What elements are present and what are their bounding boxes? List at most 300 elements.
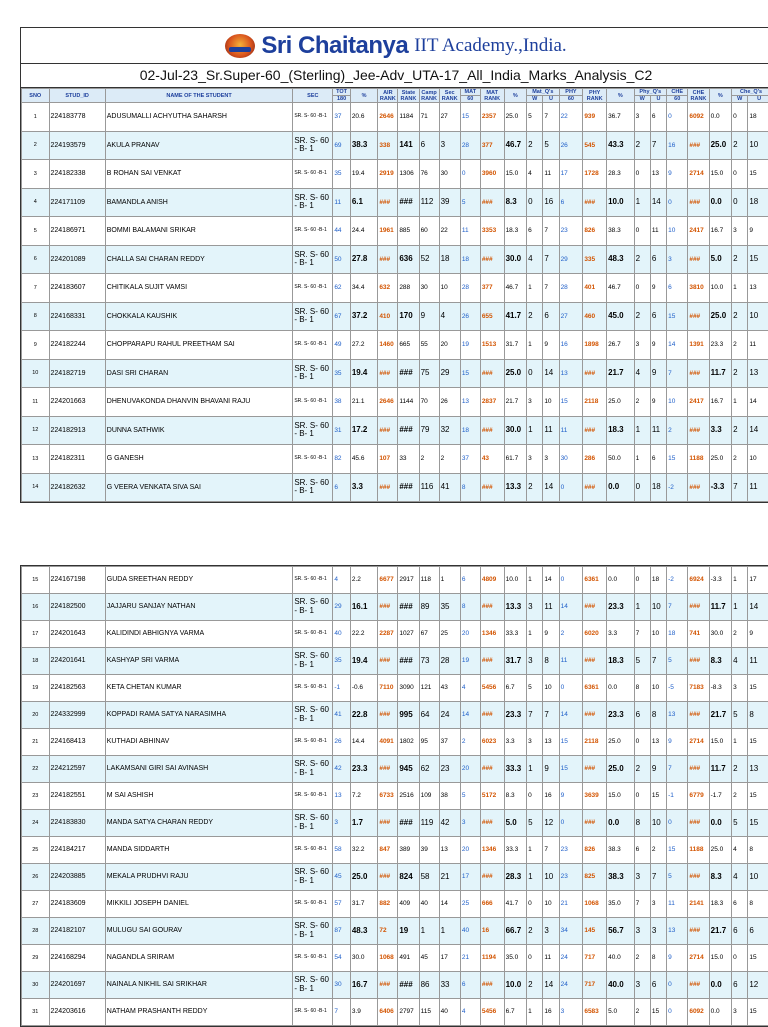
- cell-name: MEKALA PRUDHVI RAJU: [105, 864, 293, 891]
- cell-sec: SR. S- 60 - B- 1: [293, 416, 333, 445]
- cell-sec-rank: 13: [439, 837, 460, 864]
- cell-phy: 16: [559, 331, 583, 360]
- cell-mat-w: 2: [527, 473, 543, 502]
- cell-phy-pct: 25.0: [607, 729, 635, 756]
- cell-che-u: 15: [748, 245, 768, 274]
- cell-che-pct: 16.7: [709, 217, 732, 246]
- cell-che-rank: ###: [688, 756, 709, 783]
- cell-che-pct: 3.3: [709, 416, 732, 445]
- cell-phy-pct: 43.3: [607, 131, 635, 160]
- cell-phy-u: 10: [650, 810, 666, 837]
- cell-phy-rank: 2118: [583, 729, 607, 756]
- cell-che-w: 3: [732, 217, 748, 246]
- cell-camp-rank: 89: [419, 594, 439, 621]
- cell-phy-pct: 48.3: [607, 245, 635, 274]
- cell-che-u: 9: [748, 217, 768, 246]
- col-mat-q: Mat_Q's: [527, 89, 560, 96]
- cell-mat-pct: 28.3: [504, 864, 527, 891]
- cell-tot: 35: [333, 359, 351, 388]
- cell-air-rank: 338: [378, 131, 398, 160]
- col-name: NAME OF THE STUDENT: [105, 89, 293, 103]
- cell-tot: 69: [333, 131, 351, 160]
- cell-sec-rank: 39: [439, 188, 460, 217]
- cell-che-pct: 11.7: [709, 756, 732, 783]
- cell-name: LAKAMSANI GIRI SAI AVINASH: [105, 756, 293, 783]
- cell-mat-rank: 666: [480, 891, 504, 918]
- cell-state-rank: 636: [398, 245, 419, 274]
- cell-air-rank: ###: [378, 810, 398, 837]
- col-che: CHE: [667, 89, 688, 96]
- cell-air-rank: 6733: [378, 783, 398, 810]
- cell-pct: 1.7: [350, 810, 378, 837]
- cell-phy: 34: [559, 918, 583, 945]
- table-row: [22, 473, 768, 502]
- cell-phy-w: 1: [634, 445, 650, 474]
- cell-mat: 19: [460, 648, 480, 675]
- cell-mat-u: 7: [543, 702, 559, 729]
- cell-mat-u: 12: [543, 810, 559, 837]
- cell-che: 0: [667, 810, 688, 837]
- cell-state-rank: 665: [398, 331, 419, 360]
- cell-che: 7: [667, 359, 688, 388]
- cell-mat: 19: [460, 331, 480, 360]
- cell-air-rank: 1068: [378, 945, 398, 972]
- cell-che: 15: [667, 445, 688, 474]
- cell-phy-pct: 25.0: [607, 756, 635, 783]
- cell-mat-u: 7: [543, 837, 559, 864]
- cell-phy-pct: 23.3: [607, 702, 635, 729]
- cell-state-rank: 3090: [398, 675, 419, 702]
- col-che-q: Che_Q's: [732, 89, 768, 96]
- cell-sec-rank: 37: [439, 729, 460, 756]
- cell-air-rank: ###: [378, 756, 398, 783]
- cell-che-u: 14: [748, 388, 768, 417]
- cell-sec-rank: 23: [439, 756, 460, 783]
- cell-mat-u: 6: [543, 302, 559, 331]
- cell-mat-u: 7: [543, 274, 559, 303]
- cell-mat-rank: 2837: [480, 388, 504, 417]
- cell-stud-id: 224182107: [49, 918, 105, 945]
- cell-che-w: 1: [732, 729, 748, 756]
- cell-che-pct: 0.0: [709, 999, 732, 1026]
- cell-mat-rank: ###: [480, 756, 504, 783]
- cell-air-rank: ###: [378, 594, 398, 621]
- cell-air-rank: 410: [378, 302, 398, 331]
- cell-sec: SR. S- 60 -B-1: [293, 217, 333, 246]
- cell-phy-w: 1: [634, 416, 650, 445]
- cell-mat-pct: 21.7: [504, 388, 527, 417]
- cell-phy: 14: [559, 594, 583, 621]
- cell-che-pct: 25.0: [709, 131, 732, 160]
- cell-pct: -0.6: [350, 675, 378, 702]
- cell-che-pct: -3.3: [709, 473, 732, 502]
- cell-mat: 11: [460, 217, 480, 246]
- cell-state-rank: 995: [398, 702, 419, 729]
- table-row: [22, 999, 768, 1026]
- cell-sno: 29: [22, 945, 50, 972]
- cell-tot: 87: [333, 918, 351, 945]
- cell-camp-rank: 116: [419, 473, 439, 502]
- col-mat-u: U: [543, 96, 559, 103]
- cell-sec-rank: 3: [439, 131, 460, 160]
- cell-phy: 29: [559, 245, 583, 274]
- cell-phy-pct: 50.0: [607, 445, 635, 474]
- cell-phy-rank: 826: [583, 217, 607, 246]
- cell-phy-rank: 3639: [583, 783, 607, 810]
- cell-pct: 23.3: [350, 756, 378, 783]
- cell-phy-u: 9: [650, 388, 666, 417]
- cell-phy-w: 4: [634, 359, 650, 388]
- cell-che-pct: -1.7: [709, 783, 732, 810]
- cell-mat-u: 16: [543, 188, 559, 217]
- cell-phy-pct: 36.7: [607, 103, 635, 132]
- cell-sec-rank: 43: [439, 675, 460, 702]
- cell-air-rank: 6677: [378, 567, 398, 594]
- cell-air-rank: 2646: [378, 388, 398, 417]
- cell-phy-u: 10: [650, 621, 666, 648]
- cell-che: 11: [667, 891, 688, 918]
- cell-phy: 15: [559, 729, 583, 756]
- cell-che-u: 11: [748, 648, 768, 675]
- cell-sec: SR. S- 60 - B- 1: [293, 473, 333, 502]
- cell-mat-pct: 46.7: [504, 274, 527, 303]
- cell-mat: 0: [460, 160, 480, 189]
- cell-name: B ROHAN SAI VENKAT: [105, 160, 293, 189]
- cell-state-rank: 19: [398, 918, 419, 945]
- cell-che-u: 14: [748, 594, 768, 621]
- cell-sec-rank: 2: [439, 445, 460, 474]
- cell-phy-w: 2: [634, 756, 650, 783]
- cell-che-u: 15: [748, 160, 768, 189]
- col-mat-max: 60: [460, 96, 480, 103]
- cell-tot: 49: [333, 331, 351, 360]
- cell-phy: 27: [559, 302, 583, 331]
- cell-che-w: 6: [732, 972, 748, 999]
- cell-phy: 6: [559, 188, 583, 217]
- cell-state-rank: 170: [398, 302, 419, 331]
- cell-sec: SR. S- 60 -B-1: [293, 388, 333, 417]
- cell-state-rank: 288: [398, 274, 419, 303]
- cell-phy: 0: [559, 473, 583, 502]
- table-row: [22, 729, 768, 756]
- table-row: [22, 810, 768, 837]
- cell-che-rank: ###: [688, 188, 709, 217]
- cell-che: 0: [667, 188, 688, 217]
- cell-sno: 13: [22, 445, 50, 474]
- cell-phy-w: 2: [634, 388, 650, 417]
- cell-phy-rank: 6361: [583, 567, 607, 594]
- cell-sec-rank: 27: [439, 103, 460, 132]
- cell-mat-pct: 8.3: [504, 188, 527, 217]
- cell-che-w: 6: [732, 918, 748, 945]
- cell-che-pct: 16.7: [709, 388, 732, 417]
- cell-sec: SR. S- 60 - B- 1: [293, 702, 333, 729]
- cell-mat-rank: 4809: [480, 567, 504, 594]
- cell-mat: 20: [460, 621, 480, 648]
- cell-state-rank: 409: [398, 891, 419, 918]
- cell-tot: -1: [333, 675, 351, 702]
- cell-mat-u: 13: [543, 729, 559, 756]
- table-row: [22, 245, 768, 274]
- cell-state-rank: 141: [398, 131, 419, 160]
- cell-che-pct: 30.0: [709, 621, 732, 648]
- cell-state-rank: 491: [398, 945, 419, 972]
- cell-phy-u: 3: [650, 891, 666, 918]
- cell-mat-pct: 3.3: [504, 729, 527, 756]
- cell-che-w: 2: [732, 302, 748, 331]
- cell-sno: 17: [22, 621, 50, 648]
- cell-che: 3: [667, 245, 688, 274]
- cell-mat: 18: [460, 245, 480, 274]
- brand-name: Sri Chaitanya: [261, 32, 408, 60]
- cell-tot: 7: [333, 999, 351, 1026]
- cell-che: 0: [667, 999, 688, 1026]
- cell-sec-rank: 24: [439, 702, 460, 729]
- cell-sec: SR. S- 60 - B- 1: [293, 302, 333, 331]
- cell-sec-rank: 41: [439, 473, 460, 502]
- cell-pct: 38.3: [350, 131, 378, 160]
- cell-mat-w: 1: [527, 621, 543, 648]
- cell-tot: 29: [333, 594, 351, 621]
- table-row: [22, 918, 768, 945]
- cell-che-rank: ###: [688, 864, 709, 891]
- cell-phy-u: 9: [650, 756, 666, 783]
- col-che-max: 60: [667, 96, 688, 103]
- cell-che-rank: 1391: [688, 331, 709, 360]
- cell-sno: 24: [22, 810, 50, 837]
- cell-phy-rank: 825: [583, 864, 607, 891]
- cell-sno: 14: [22, 473, 50, 502]
- cell-state-rank: 1306: [398, 160, 419, 189]
- cell-che-pct: 25.0: [709, 837, 732, 864]
- cell-mat-u: 11: [543, 594, 559, 621]
- table-row: [22, 188, 768, 217]
- table-row: [22, 594, 768, 621]
- cell-mat-u: 9: [543, 621, 559, 648]
- cell-mat-w: 0: [527, 783, 543, 810]
- cell-sec-rank: 14: [439, 891, 460, 918]
- cell-mat-rank: ###: [480, 188, 504, 217]
- cell-che-u: 8: [748, 837, 768, 864]
- cell-mat-pct: 10.0: [504, 972, 527, 999]
- cell-sec: SR. S- 60 -B-1: [293, 621, 333, 648]
- cell-phy-rank: 286: [583, 445, 607, 474]
- col-phy-w: W: [634, 96, 650, 103]
- cell-che-u: 10: [748, 302, 768, 331]
- cell-phy-rank: ###: [583, 594, 607, 621]
- cell-che-u: 15: [748, 675, 768, 702]
- cell-phy-w: 2: [634, 999, 650, 1026]
- cell-phy-pct: 26.7: [607, 331, 635, 360]
- cell-phy-rank: 145: [583, 918, 607, 945]
- cell-phy-rank: 401: [583, 274, 607, 303]
- cell-phy-u: 9: [650, 359, 666, 388]
- cell-air-rank: 1460: [378, 331, 398, 360]
- institute-logo-icon: [225, 34, 255, 58]
- col-phy-q: Phy_Q's: [634, 89, 667, 96]
- cell-phy-u: 11: [650, 416, 666, 445]
- cell-stud-id: 224182913: [49, 416, 105, 445]
- cell-mat-u: 11: [543, 160, 559, 189]
- cell-sec: SR. S- 60 -B-1: [293, 729, 333, 756]
- cell-mat-w: 0: [527, 188, 543, 217]
- table-row: [22, 891, 768, 918]
- cell-sno: 26: [22, 864, 50, 891]
- cell-camp-rank: 30: [419, 274, 439, 303]
- cell-phy-u: 15: [650, 783, 666, 810]
- cell-che-u: 13: [748, 359, 768, 388]
- cell-mat-u: 7: [543, 103, 559, 132]
- cell-camp-rank: 75: [419, 359, 439, 388]
- cell-sec-rank: 18: [439, 245, 460, 274]
- cell-phy-pct: 28.3: [607, 160, 635, 189]
- cell-tot: 6: [333, 473, 351, 502]
- cell-sno: 3: [22, 160, 50, 189]
- cell-che-rank: ###: [688, 416, 709, 445]
- cell-che-w: 0: [732, 945, 748, 972]
- cell-phy-w: 1: [634, 188, 650, 217]
- cell-phy-rank: 6020: [583, 621, 607, 648]
- cell-che-u: 15: [748, 783, 768, 810]
- cell-phy-pct: 0.0: [607, 473, 635, 502]
- col-camp: Camp RANK: [419, 89, 439, 103]
- cell-che-rank: ###: [688, 359, 709, 388]
- cell-sno: 12: [22, 416, 50, 445]
- cell-sec-rank: 22: [439, 217, 460, 246]
- cell-name: DHENUVAKONDA DHANVIN BHAVANI RAJU: [105, 388, 293, 417]
- cell-che-rank: 6092: [688, 103, 709, 132]
- cell-mat-pct: 13.3: [504, 594, 527, 621]
- cell-camp-rank: 71: [419, 103, 439, 132]
- cell-sec-rank: 4: [439, 302, 460, 331]
- cell-pct: 45.6: [350, 445, 378, 474]
- table-row: [22, 416, 768, 445]
- cell-phy: 14: [559, 702, 583, 729]
- cell-che-rank: ###: [688, 302, 709, 331]
- cell-mat-pct: 33.3: [504, 621, 527, 648]
- cell-phy-u: 9: [650, 331, 666, 360]
- cell-stud-id: 224201089: [49, 245, 105, 274]
- cell-phy-w: 0: [634, 217, 650, 246]
- cell-mat-rank: 3960: [480, 160, 504, 189]
- cell-che-u: 10: [748, 445, 768, 474]
- cell-mat-pct: 33.3: [504, 837, 527, 864]
- cell-mat-u: 14: [543, 567, 559, 594]
- cell-phy-rank: 826: [583, 837, 607, 864]
- cell-mat-u: 14: [543, 473, 559, 502]
- cell-phy-pct: 21.7: [607, 359, 635, 388]
- cell-phy-u: 6: [650, 302, 666, 331]
- cell-mat-rank: ###: [480, 648, 504, 675]
- cell-che-pct: 5.0: [709, 245, 732, 274]
- cell-sno: 4: [22, 188, 50, 217]
- cell-stud-id: 224182244: [49, 331, 105, 360]
- cell-stud-id: 224212597: [49, 756, 105, 783]
- cell-sno: 22: [22, 756, 50, 783]
- cell-air-rank: 632: [378, 274, 398, 303]
- marks-sheet-page-2: [20, 565, 768, 1027]
- cell-tot: 26: [333, 729, 351, 756]
- cell-camp-rank: 55: [419, 331, 439, 360]
- col-che-u: U: [748, 96, 768, 103]
- cell-phy-w: 2: [634, 302, 650, 331]
- cell-sno: 2: [22, 131, 50, 160]
- cell-phy-pct: 38.3: [607, 864, 635, 891]
- cell-pct: 24.4: [350, 217, 378, 246]
- cell-mat-rank: ###: [480, 359, 504, 388]
- cell-phy-pct: 0.0: [607, 810, 635, 837]
- cell-phy-w: 0: [634, 567, 650, 594]
- cell-camp-rank: 109: [419, 783, 439, 810]
- cell-stud-id: 224203616: [49, 999, 105, 1026]
- cell-mat-w: 1: [527, 999, 543, 1026]
- col-phy: PHY: [559, 89, 583, 96]
- cell-stud-id: 224201643: [49, 621, 105, 648]
- cell-che-u: 15: [748, 999, 768, 1026]
- cell-mat: 20: [460, 756, 480, 783]
- cell-mat-w: 6: [527, 217, 543, 246]
- cell-sno: 16: [22, 594, 50, 621]
- cell-mat-w: 0: [527, 945, 543, 972]
- cell-mat: 26: [460, 302, 480, 331]
- cell-tot: 58: [333, 837, 351, 864]
- cell-che-w: 0: [732, 188, 748, 217]
- cell-camp-rank: 45: [419, 945, 439, 972]
- cell-sec: SR. S- 60 - B- 1: [293, 648, 333, 675]
- cell-che-w: 1: [732, 594, 748, 621]
- cell-phy: 15: [559, 388, 583, 417]
- marks-table: [21, 88, 768, 502]
- cell-mat-rank: 377: [480, 131, 504, 160]
- cell-phy-u: 6: [650, 103, 666, 132]
- table-row: [22, 160, 768, 189]
- cell-tot: 62: [333, 274, 351, 303]
- cell-tot: 4: [333, 567, 351, 594]
- cell-sec-rank: 1: [439, 918, 460, 945]
- cell-che-rank: 7183: [688, 675, 709, 702]
- cell-sno: 28: [22, 918, 50, 945]
- cell-state-rank: 945: [398, 756, 419, 783]
- cell-camp-rank: 9: [419, 302, 439, 331]
- cell-phy-u: 2: [650, 837, 666, 864]
- cell-che-pct: 15.0: [709, 160, 732, 189]
- cell-che-w: 3: [732, 999, 748, 1026]
- cell-air-rank: 1961: [378, 217, 398, 246]
- cell-phy-pct: 25.0: [607, 388, 635, 417]
- cell-che-rank: ###: [688, 131, 709, 160]
- cell-phy-rank: 545: [583, 131, 607, 160]
- cell-sec: SR. S- 60 - B- 1: [293, 810, 333, 837]
- cell-tot: 42: [333, 756, 351, 783]
- col-che-pct: %: [709, 89, 732, 103]
- cell-pct: 3.9: [350, 999, 378, 1026]
- col-sno: SNO: [22, 89, 50, 103]
- cell-che-u: 18: [748, 188, 768, 217]
- cell-name: MULUGU SAI GOURAV: [105, 918, 293, 945]
- cell-che-rank: 6924: [688, 567, 709, 594]
- cell-sec: SR. S- 60 - B- 1: [293, 756, 333, 783]
- table-row: [22, 217, 768, 246]
- cell-che-w: 3: [732, 675, 748, 702]
- cell-sno: 7: [22, 274, 50, 303]
- cell-mat-w: 0: [527, 359, 543, 388]
- cell-che-w: 6: [732, 891, 748, 918]
- cell-phy-u: 6: [650, 972, 666, 999]
- cell-stud-id: 224183830: [49, 810, 105, 837]
- cell-pct: 27.2: [350, 331, 378, 360]
- cell-camp-rank: 86: [419, 972, 439, 999]
- cell-phy-rank: ###: [583, 188, 607, 217]
